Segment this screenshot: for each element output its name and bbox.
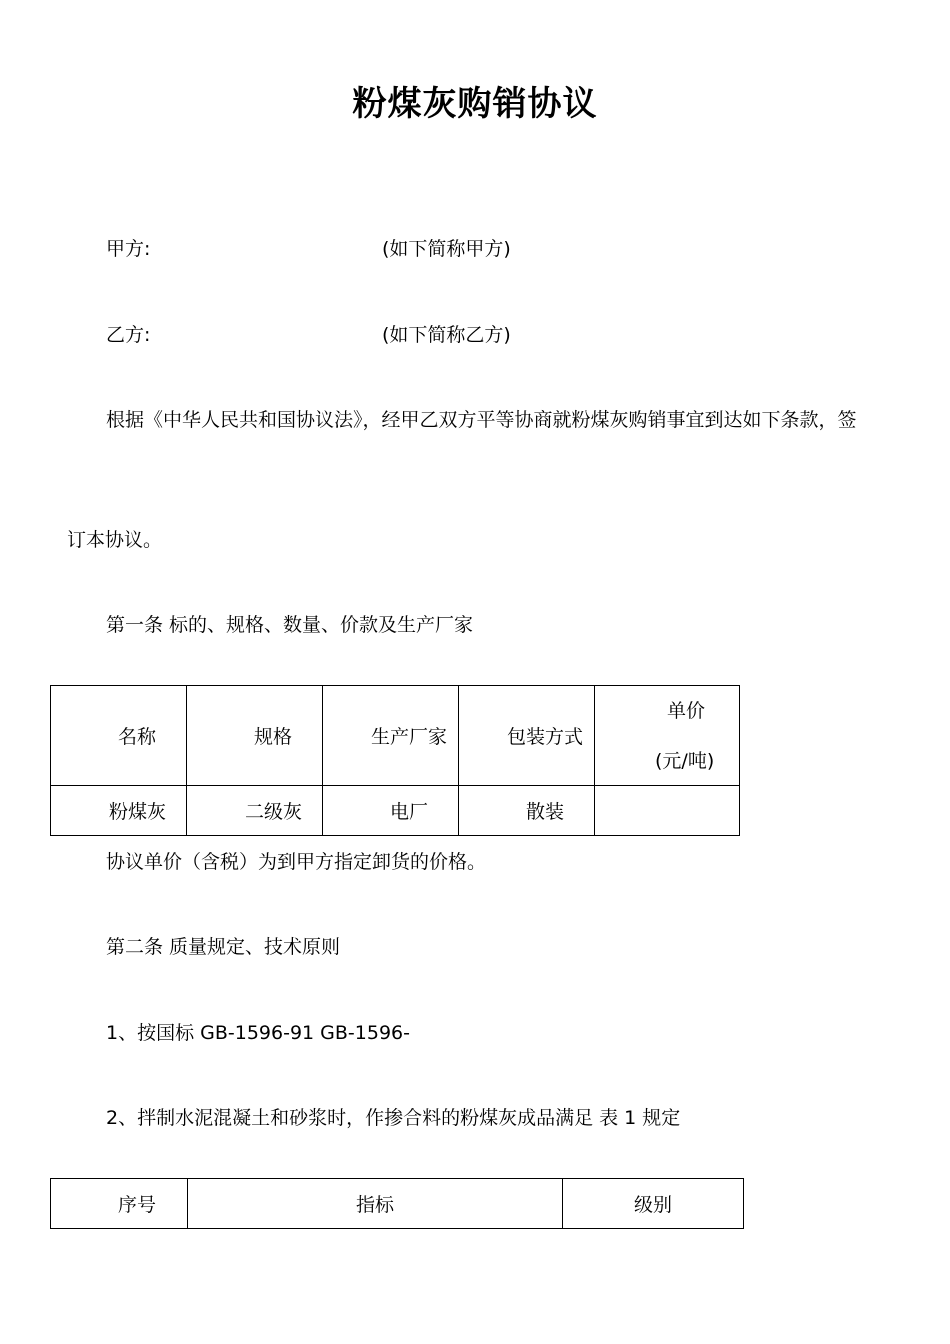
header-cell	[187, 686, 323, 786]
intro-line-2: 订本协议。	[67, 529, 163, 551]
article-2-heading: 第二条 质量规定、技术原则	[106, 936, 341, 958]
quality-table	[50, 1178, 744, 1229]
cell-manufacturer: 电厂	[390, 801, 429, 823]
header-price: 单价	[667, 699, 706, 722]
article-1-heading: 第一条 标的、规格、数量、价款及生产厂家	[106, 614, 474, 636]
header-indicator: 指标	[355, 1194, 394, 1216]
table-cell	[459, 786, 595, 836]
cell-name: 粉煤灰	[109, 801, 167, 823]
header-cell	[563, 1179, 744, 1229]
price-note: 协议单价（含税）为到甲方指定卸货的价格。	[106, 851, 487, 873]
table-cell	[323, 786, 459, 836]
header-price-unit: (元/吨)	[655, 749, 715, 772]
table-header-row	[51, 1179, 744, 1229]
header-cell	[595, 686, 740, 786]
pricing-table	[50, 685, 740, 836]
header-cell	[459, 686, 595, 786]
table-header-row	[51, 686, 740, 786]
table-cell	[595, 786, 740, 836]
header-name: 名称	[118, 726, 157, 748]
cell-packaging: 散装	[526, 801, 565, 823]
header-spec: 规格	[254, 726, 293, 748]
header-manufacturer: 生产厂家	[371, 726, 448, 748]
header-packaging: 包装方式	[507, 726, 584, 748]
header-cell	[323, 686, 459, 786]
party-a-note: (如下简称甲方)	[382, 238, 511, 260]
header-cell	[188, 1179, 563, 1229]
party-b-note: (如下简称乙方)	[382, 324, 511, 346]
header-grade: 级别	[633, 1194, 672, 1216]
table-row	[51, 786, 740, 836]
intro-line-1: 根据《中华人民共和国协议法》，经甲乙双方平等协商就粉煤灰购销事宜到达如下条款，签	[106, 409, 857, 431]
cell-spec: 二级灰	[245, 801, 303, 823]
header-index: 序号	[118, 1194, 157, 1216]
party-a-label: 甲方:	[106, 238, 151, 260]
table-cell	[187, 786, 323, 836]
header-cell	[51, 686, 187, 786]
party-b-label: 乙方:	[106, 324, 151, 346]
clause-1: 1、按国标 GB-1596-91 GB-1596-	[106, 1022, 410, 1044]
document-title: 粉煤灰购销协议	[352, 84, 598, 124]
table-cell	[51, 786, 187, 836]
header-cell	[51, 1179, 188, 1229]
clause-2: 2、拌制水泥混凝土和砂浆时，作掺合料的粉煤灰成品满足 表 1 规定	[106, 1107, 681, 1129]
